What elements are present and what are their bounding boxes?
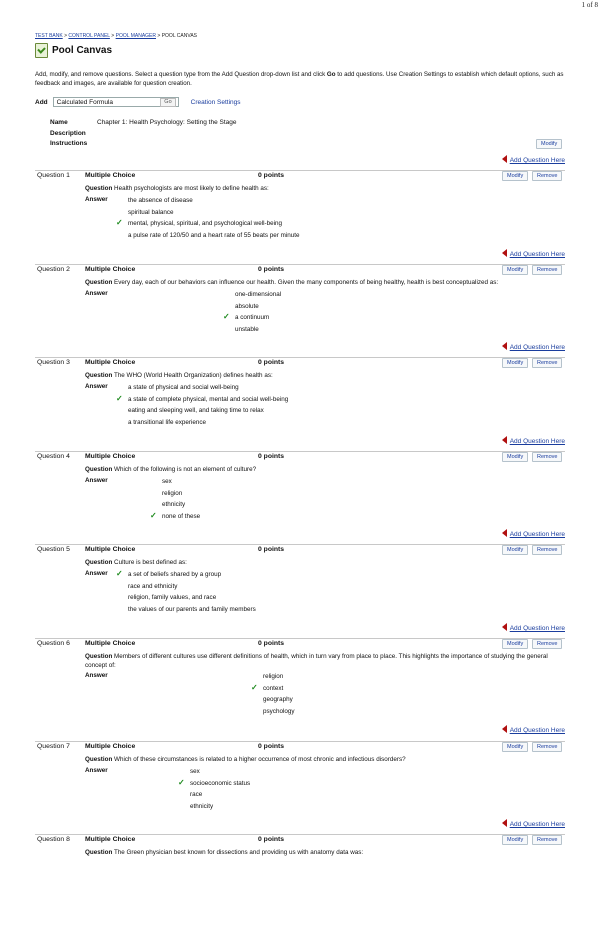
name-label: Name (50, 119, 68, 126)
remove-question-button[interactable]: Remove (532, 265, 562, 275)
page-title: Pool Canvas (52, 45, 113, 56)
question-label: Question (85, 372, 113, 379)
modify-pool-button[interactable]: Modify (536, 139, 562, 149)
add-question-here-label: Add Question Here (509, 344, 565, 351)
question-text (85, 466, 565, 475)
answer-option: one-dimensional (235, 291, 282, 298)
question-header (35, 544, 565, 555)
add-question-here-link[interactable] (502, 342, 565, 351)
add-question-here-label: Add Question Here (509, 625, 565, 632)
modify-question-button[interactable]: Modify (502, 452, 528, 462)
pool-metadata (50, 118, 236, 150)
add-question-here-link[interactable] (502, 249, 565, 258)
question-header (35, 638, 565, 649)
answer-option: a state of complete physical, mental and social well-being (128, 395, 289, 403)
modify-question-button[interactable]: Modify (502, 358, 528, 368)
go-button[interactable]: Go (160, 98, 175, 107)
question-label: Question (85, 185, 113, 192)
page-number: 1 of 8 (581, 1, 598, 9)
question-points: 0 points (258, 359, 285, 366)
question-type: Multiple Choice (85, 640, 136, 647)
question-body: Health psychologists are most likely to define health as: (114, 185, 269, 192)
modify-question-button[interactable]: Modify (502, 742, 528, 752)
question-number: Question 6 (37, 640, 70, 647)
add-question-here-label: Add Question Here (509, 531, 565, 538)
correct-check-icon: ✓ (116, 218, 123, 227)
answer-option: socioeconomic status (190, 779, 251, 787)
answer-option: the values of our parents and family members (128, 605, 256, 613)
add-question-here-label: Add Question Here (509, 251, 565, 258)
question-text (85, 559, 565, 568)
add-arrow-icon (502, 155, 507, 163)
question-label: Question (85, 849, 113, 856)
modify-question-button[interactable]: Modify (502, 171, 528, 181)
answer-option: context (263, 684, 284, 692)
page-instructions (35, 71, 565, 88)
question-text (85, 185, 565, 194)
pool-name: Chapter 1: Health Psychology: Setting the Stage (97, 119, 237, 126)
add-arrow-icon (502, 623, 507, 631)
add-question-row (35, 97, 241, 107)
correct-check-icon: ✓ (178, 777, 185, 787)
question-points: 0 points (258, 172, 285, 179)
question-body: Culture is best defined as: (114, 559, 187, 566)
answer-label: Answer (85, 672, 108, 679)
modify-question-button[interactable]: Modify (502, 265, 528, 275)
question-label: Question (85, 559, 113, 566)
add-arrow-icon (502, 436, 507, 444)
question-number: Question 1 (37, 172, 70, 179)
modify-question-button[interactable]: Modify (502, 639, 528, 649)
instructions-label: Instructions (50, 140, 88, 147)
answer-label: Answer (85, 477, 108, 484)
question-body: The WHO (World Health Organization) defines health as: (113, 372, 273, 379)
question-number: Question 4 (37, 453, 70, 460)
answer-option: a pulse rate of 120/50 and a heart rate of 55 beats per minute (128, 231, 300, 239)
remove-question-button[interactable]: Remove (532, 639, 562, 649)
answer-option: sex (162, 478, 172, 485)
question-text (85, 756, 565, 765)
modify-question-button[interactable]: Modify (502, 545, 528, 555)
question-header (35, 264, 565, 275)
creation-settings-link[interactable]: Creation Settings (190, 98, 241, 106)
answer-option: absolute (235, 302, 259, 310)
question-points: 0 points (258, 453, 285, 460)
correct-check-icon: ✓ (251, 682, 258, 692)
remove-question-button[interactable]: Remove (532, 171, 562, 181)
answer-option: none of these (162, 512, 201, 520)
question-type: Multiple Choice (85, 743, 136, 750)
answer-option: unstable (235, 325, 259, 333)
question-body: Which of these circumstances is related to a higher occurrence of most chronic and infectious disorders? (114, 756, 406, 763)
answer-label: Answer (85, 383, 108, 390)
add-question-here-label: Add Question Here (509, 727, 565, 734)
question-type-select[interactable] (53, 97, 179, 107)
answer-option: a set of beliefs shared by a group (128, 571, 222, 578)
add-question-here-label: Add Question Here (509, 157, 565, 164)
intro-go-word: Go (326, 71, 336, 78)
question-body: Every day, each of our behaviors can influence our health. Given the many components of being healthy, health is best conceptualized as: (114, 279, 499, 286)
pool-canvas-icon (35, 43, 48, 58)
add-label: Add (35, 98, 48, 106)
add-question-here-label: Add Question Here (509, 821, 565, 828)
question-header (35, 451, 565, 462)
page-header (35, 43, 112, 58)
answer-option: ethnicity (162, 501, 186, 508)
question-points: 0 points (258, 836, 285, 843)
remove-question-button[interactable]: Remove (532, 742, 562, 752)
question-number: Question 8 (37, 836, 70, 843)
answer-option: a continuum (235, 314, 270, 321)
question-number: Question 3 (37, 359, 70, 366)
question-number: Question 7 (37, 743, 70, 750)
question-label: Question (85, 466, 113, 473)
add-arrow-icon (502, 529, 507, 537)
breadcrumb (35, 33, 197, 39)
add-question-here-label: Add Question Here (509, 438, 565, 445)
answer-option: a state of physical and social well-being (128, 384, 239, 391)
remove-question-button[interactable]: Remove (532, 835, 562, 845)
answer-option: eating and sleeping well, and taking time to relax (128, 407, 264, 414)
question-type: Multiple Choice (85, 172, 136, 179)
question-header (35, 357, 565, 368)
question-points: 0 points (258, 640, 285, 647)
question-points: 0 points (258, 743, 285, 750)
answer-option: the absence of disease (128, 197, 193, 204)
intro-text-end: to add questions. Use Creation Settings to establish which default options, such as feedback and images, are available for question creation. (35, 71, 564, 87)
add-question-here-link[interactable] (502, 529, 565, 538)
question-text (85, 653, 565, 670)
question-number: Question 5 (37, 546, 70, 553)
answer-option: psychology (263, 707, 295, 715)
answer-option: a transitional life experience (128, 418, 207, 426)
question-type: Multiple Choice (85, 266, 136, 273)
breadcrumb-separator: > (111, 33, 115, 39)
question-points: 0 points (258, 266, 285, 273)
answer-option: sex (190, 768, 200, 775)
answer-option: religion, family values, and race (128, 594, 217, 601)
question-type: Multiple Choice (85, 359, 136, 366)
answer-option: race and ethnicity (128, 582, 178, 590)
question-header (35, 170, 565, 181)
add-question-here-link[interactable] (502, 725, 565, 734)
question-type: Multiple Choice (85, 836, 136, 843)
question-text (85, 372, 565, 381)
add-question-here-link[interactable] (502, 155, 565, 164)
breadcrumb-separator: > (64, 33, 68, 39)
question-label: Question (85, 653, 113, 660)
question-text (85, 279, 565, 288)
question-body: Members of different cultures use different definitions of health, which in turn vary from place to place. This highlights the importance of studying the general concept of: (85, 653, 548, 669)
question-type: Multiple Choice (85, 453, 136, 460)
correct-check-icon: ✓ (223, 312, 230, 321)
description-label: Description (50, 129, 86, 137)
add-arrow-icon (502, 249, 507, 257)
add-question-here-link[interactable] (502, 819, 565, 828)
question-label: Question (85, 756, 113, 763)
modify-question-button[interactable]: Modify (502, 835, 528, 845)
question-header (35, 741, 565, 752)
answer-option: spiritual balance (128, 208, 174, 216)
breadcrumb-current: POOL CANVAS (161, 33, 197, 39)
remove-question-button[interactable]: Remove (532, 452, 562, 462)
question-body: The Green physician best known for dissections and providing us with anatomy data was: (113, 849, 364, 856)
answer-label: Answer (85, 290, 108, 297)
add-question-here-link[interactable] (502, 436, 565, 445)
answer-label: Answer (85, 570, 108, 577)
answer-label: Answer (85, 196, 108, 203)
intro-text-start: Add, modify, and remove questions. Select a question type from the Add Question drop-down list and click (35, 71, 327, 78)
question-body: Which of the following is not an element of culture? (114, 466, 257, 473)
question-type: Multiple Choice (85, 546, 136, 553)
answer-option: race (190, 791, 203, 798)
remove-question-button[interactable]: Remove (532, 545, 562, 555)
answer-option: religion (162, 489, 183, 497)
breadcrumb-test-bank[interactable]: TEST BANK (35, 33, 63, 39)
answer-option: geography (263, 696, 293, 703)
answer-option: mental, physical, spiritual, and psychological well-being (128, 220, 283, 227)
correct-check-icon: ✓ (116, 393, 123, 403)
add-arrow-icon (502, 725, 507, 733)
question-text (85, 849, 565, 858)
question-number: Question 2 (37, 266, 70, 273)
add-arrow-icon (502, 819, 507, 827)
answer-option: religion (263, 673, 284, 680)
remove-question-button[interactable]: Remove (532, 358, 562, 368)
breadcrumb-control-panel[interactable]: CONTROL PANEL (68, 33, 110, 39)
answer-label: Answer (85, 767, 108, 774)
add-arrow-icon (502, 342, 507, 350)
breadcrumb-separator: > (157, 33, 161, 39)
correct-check-icon: ✓ (116, 569, 123, 578)
question-type-value: Calculated Formula (56, 99, 113, 106)
question-header (35, 834, 565, 845)
correct-check-icon: ✓ (150, 510, 157, 520)
answer-option: ethnicity (190, 802, 214, 810)
add-question-here-link[interactable] (502, 623, 565, 632)
question-label: Question (85, 279, 113, 286)
breadcrumb-pool-manager[interactable]: POOL MANAGER (115, 33, 156, 39)
question-points: 0 points (258, 546, 285, 553)
